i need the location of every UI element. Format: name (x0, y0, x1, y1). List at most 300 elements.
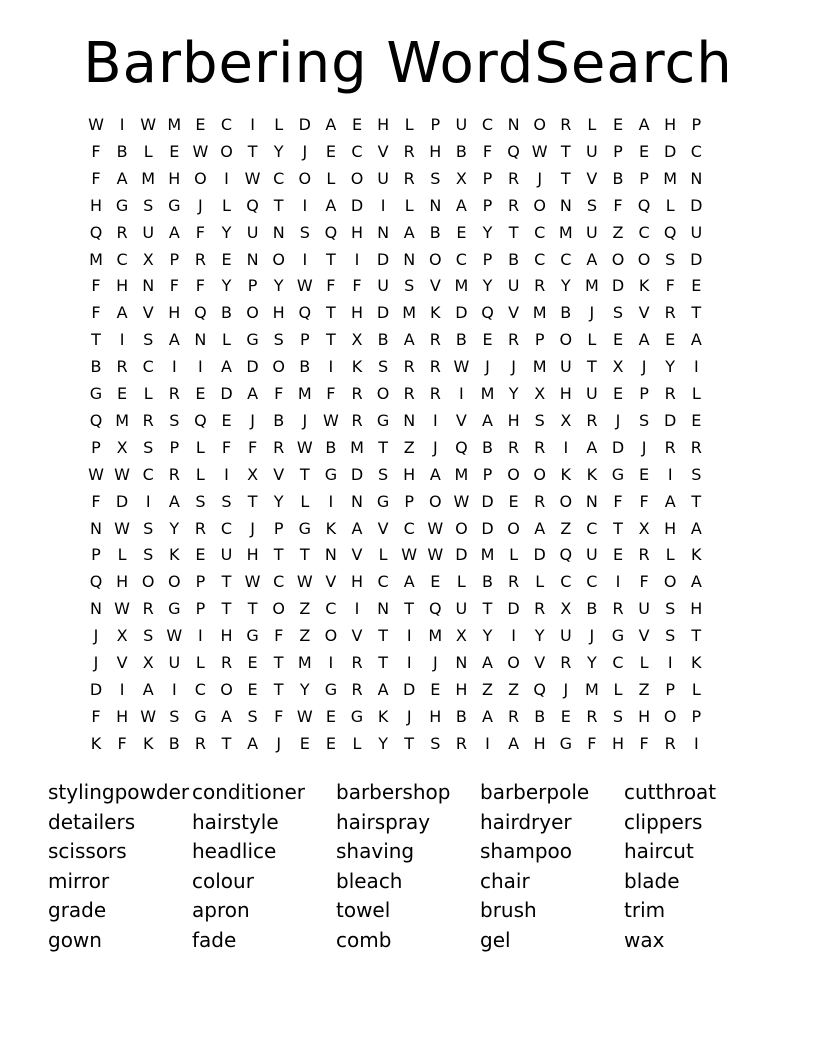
grid-letter: A (586, 249, 598, 269)
grid-letter: O (220, 141, 233, 161)
grid-letter: H (429, 141, 442, 161)
grid-letter: I (328, 357, 334, 377)
grid-letter: S (143, 195, 154, 215)
grid-letter: V (377, 518, 389, 538)
grid-letter: P (482, 464, 493, 484)
grid-letter: L (639, 653, 649, 672)
word-item: detailers (48, 809, 136, 834)
grid-letter: J (198, 195, 203, 215)
grid-letter: P (91, 545, 101, 565)
grid-letter: B (90, 357, 102, 377)
grid-letter: G (298, 518, 311, 538)
grid-letter: A (403, 222, 415, 242)
grid-letter: F (91, 141, 101, 161)
grid-letter: T (221, 572, 232, 592)
grid-letter: R (664, 437, 676, 457)
grid-letter: S (665, 626, 676, 646)
grid-letter: Q (429, 599, 442, 619)
grid-letter: A (168, 330, 180, 350)
grid-letter: R (508, 330, 520, 350)
grid-letter: I (432, 410, 438, 430)
grid-letter: U (586, 384, 598, 403)
grid-letter: O (559, 330, 573, 350)
grid-letter: O (194, 168, 207, 188)
grid-letter: A (377, 679, 389, 699)
grid-letter: V (638, 626, 650, 646)
grid-letter: C (142, 357, 154, 377)
word-row (48, 808, 792, 838)
grid-letter: F (326, 384, 336, 403)
grid-letter: D (298, 115, 311, 134)
grid-letter: B (429, 222, 441, 242)
grid-letter: D (481, 491, 494, 511)
grid-letter: W (88, 115, 104, 134)
grid-letter: D (89, 679, 103, 699)
grid-letter: C (325, 599, 337, 619)
grid-letter: J (563, 679, 569, 699)
grid-letter: T (404, 733, 415, 753)
grid-letter: L (143, 384, 153, 403)
grid-letter: H (533, 733, 546, 753)
grid-letter: I (302, 195, 308, 215)
word-item: shaving (336, 839, 415, 864)
grid-letter: M (663, 168, 678, 188)
grid-letter: K (638, 276, 650, 296)
grid-letter: I (302, 249, 308, 269)
grid-letter: Y (534, 626, 545, 646)
grid-letter: C (481, 115, 494, 134)
grid-letter: Y (560, 276, 571, 296)
grid-letter: Q (559, 545, 573, 565)
word-item: barbershop (336, 780, 451, 804)
grid-letter: T (273, 679, 284, 699)
grid-letter: A (221, 706, 232, 726)
grid-letter: L (665, 195, 675, 215)
grid-letter: I (224, 464, 229, 484)
grid-letter: C (638, 222, 650, 242)
grid-letter: N (272, 222, 285, 242)
grid-letter: P (613, 141, 623, 161)
grid-letter: I (171, 679, 177, 699)
grid-letter: Q (89, 410, 103, 430)
grid-letter: D (376, 303, 390, 323)
grid-letter: R (508, 195, 520, 215)
grid-letter: R (194, 518, 206, 538)
grid-letter: Y (508, 384, 519, 403)
grid-letter: F (91, 276, 101, 296)
grid-letter: A (690, 518, 702, 538)
grid-letter: W (427, 545, 444, 565)
grid-letter: T (326, 303, 336, 323)
grid-letter: Q (194, 410, 207, 430)
grid-letter: K (351, 357, 363, 377)
grid-letter: A (638, 330, 650, 350)
grid-letter: W (453, 491, 470, 511)
grid-letter: P (534, 330, 545, 350)
grid-letter: S (378, 357, 389, 377)
grid-letter: I (667, 464, 673, 484)
grid-letter: O (507, 518, 520, 538)
grid-letter: G (611, 626, 625, 646)
grid-letter: D (403, 679, 416, 699)
grid-letter: E (117, 384, 128, 403)
grid-letter: J (432, 437, 438, 457)
word-item: gel (480, 927, 511, 952)
grid-letter: W (296, 706, 313, 726)
grid-letter: S (534, 410, 545, 430)
grid-letter: X (638, 518, 650, 538)
grid-letter: A (247, 733, 259, 753)
grid-letter: R (586, 706, 598, 726)
grid-letter: J (589, 626, 595, 646)
grid-letter: V (351, 545, 363, 565)
grid-letter: W (166, 626, 183, 646)
grid-letter: K (430, 303, 441, 323)
grid-letter: L (509, 545, 519, 565)
grid-letter: B (377, 330, 389, 350)
grid-letter: R (612, 599, 624, 619)
grid-letter: R (273, 437, 285, 457)
grid-letter: X (455, 626, 467, 646)
grid-letter: L (665, 545, 675, 565)
grid-letter: O (246, 303, 259, 323)
grid-letter: Z (638, 679, 650, 699)
grid-letter: U (638, 599, 650, 619)
grid-letter: U (377, 276, 389, 296)
grid-letter: G (376, 491, 390, 511)
grid-letter: F (274, 706, 284, 726)
grid-letter: E (195, 545, 206, 565)
grid-letter: I (354, 249, 360, 269)
grid-letter: L (456, 572, 466, 592)
grid-letter: E (247, 653, 258, 672)
grid-letter: A (142, 679, 154, 699)
grid-letter: R (690, 437, 702, 457)
grid-letter: D (481, 518, 494, 538)
grid-letter: H (690, 599, 703, 619)
grid-letter: D (376, 249, 390, 269)
grid-letter: W (192, 141, 209, 161)
grid-letter: X (247, 464, 259, 484)
grid-letter: J (93, 626, 99, 646)
grid-letter: E (508, 491, 519, 511)
word-item: colour (192, 868, 254, 893)
grid-letter: X (560, 599, 572, 619)
grid-letter: E (195, 115, 206, 134)
grid-letter: N (194, 330, 207, 350)
grid-letter: W (88, 464, 104, 484)
grid-letter: R (664, 303, 676, 323)
grid-letter: S (195, 491, 206, 511)
grid-letter: A (116, 168, 128, 188)
grid-letter: A (247, 384, 259, 403)
grid-letter: G (376, 410, 390, 430)
grid-letter: L (274, 115, 284, 134)
grid-letter: I (380, 195, 386, 215)
grid-letter: V (429, 276, 441, 296)
grid-letter: D (350, 195, 364, 215)
grid-letter: J (432, 653, 438, 672)
grid-letter: N (90, 518, 102, 538)
grid-letter: C (220, 518, 233, 538)
grid-letter: I (119, 679, 125, 699)
grid-letter: P (639, 384, 649, 403)
grid-letter: J (302, 410, 308, 430)
grid-letter: H (403, 464, 416, 484)
grid-letter: E (639, 141, 650, 161)
grid-letter: R (403, 168, 415, 188)
word-row (48, 867, 792, 897)
grid-letter: Y (482, 222, 493, 242)
grid-letter: O (272, 599, 285, 619)
grid-letter: D (220, 384, 233, 403)
grid-letter: L (404, 195, 414, 215)
grid-letter: I (406, 626, 412, 646)
grid-letter: T (560, 168, 571, 188)
grid-letter: T (273, 545, 284, 565)
grid-letter: B (116, 141, 128, 161)
grid-letter: M (167, 115, 182, 134)
grid-letter: W (531, 141, 548, 161)
grid-letter: S (143, 437, 154, 457)
grid-letter: K (325, 518, 337, 538)
grid-letter: L (613, 679, 623, 699)
grid-letter: Q (455, 437, 468, 457)
grid-letter: P (247, 276, 258, 296)
grid-letter: Q (507, 141, 520, 161)
grid-letter: M (532, 357, 547, 377)
grid-letter: Z (403, 437, 415, 457)
grid-letter: R (560, 115, 572, 134)
grid-letter: C (586, 572, 598, 592)
grid-letter: R (142, 599, 154, 619)
grid-letter: H (116, 706, 129, 726)
grid-letter: R (116, 222, 128, 242)
grid-letter: V (325, 572, 337, 592)
grid-letter: H (116, 572, 129, 592)
grid-letter: M (89, 249, 103, 269)
grid-letter: C (142, 464, 154, 484)
grid-letter: D (611, 437, 625, 457)
grid-letter: N (351, 491, 363, 511)
grid-letter: N (377, 222, 390, 242)
grid-letter: K (560, 464, 572, 484)
grid-letter: C (273, 168, 285, 188)
grid-letter: Z (612, 222, 624, 242)
grid-letter: R (534, 599, 546, 619)
grid-letter: H (429, 706, 442, 726)
grid-letter: M (558, 222, 573, 242)
grid-letter: L (352, 733, 362, 753)
grid-letter: T (378, 626, 388, 646)
grid-letter: E (665, 330, 676, 350)
grid-letter: N (429, 195, 442, 215)
grid-letter: Z (299, 626, 311, 646)
grid-letter: M (480, 545, 495, 565)
grid-letter: T (378, 653, 388, 672)
grid-letter: T (691, 303, 702, 323)
grid-letter: F (352, 276, 362, 296)
grid-letter: H (350, 572, 364, 592)
grid-letter: A (221, 357, 232, 377)
grid-letter: V (455, 410, 467, 430)
grid-letter: E (299, 733, 310, 753)
grid-letter: F (195, 276, 205, 296)
word-item: hairspray (336, 809, 431, 834)
grid-letter: F (117, 733, 127, 753)
grid-letter: N (455, 653, 468, 672)
word-row (48, 896, 792, 926)
grid-letter: L (535, 572, 545, 592)
grid-letter: S (691, 464, 702, 484)
grid-letter: G (611, 464, 625, 484)
grid-letter: I (667, 653, 673, 672)
grid-letter: T (560, 141, 571, 161)
grid-letter: U (377, 168, 389, 188)
grid-letter: V (534, 653, 546, 672)
grid-letter: T (247, 141, 258, 161)
grid-letter: U (455, 599, 468, 619)
grid-letter: P (195, 572, 206, 592)
grid-letter: F (274, 626, 284, 646)
grid-letter: A (403, 572, 415, 592)
grid-letter: E (691, 410, 702, 430)
grid-letter: P (273, 518, 284, 538)
grid-letter: G (246, 626, 259, 646)
grid-letter: Y (273, 276, 284, 296)
grid-letter: Q (481, 303, 494, 323)
grid-letter: R (351, 384, 363, 403)
grid-letter: R (168, 384, 180, 403)
grid-letter: G (89, 384, 103, 403)
grid-letter: E (195, 384, 206, 403)
grid-letter: F (639, 491, 649, 511)
grid-letter: M (584, 679, 599, 699)
grid-letter: T (613, 518, 623, 538)
grid-letter: H (507, 410, 520, 430)
grid-letter: O (611, 249, 625, 269)
grid-letter: T (221, 733, 232, 753)
grid-letter: E (221, 249, 232, 269)
grid-letter: S (143, 545, 154, 565)
grid-letter: E (612, 545, 624, 565)
grid-letter: H (350, 222, 364, 242)
grid-letter: T (482, 599, 493, 619)
grid-letter: Y (273, 491, 284, 511)
grid-letter: O (220, 679, 233, 699)
grid-letter: G (324, 679, 338, 699)
grid-letter: K (586, 464, 598, 484)
grid-letter: I (119, 330, 125, 350)
grid-letter: E (325, 706, 336, 726)
grid-letter: M (454, 276, 469, 296)
grid-letter: C (194, 679, 206, 699)
grid-letter: N (90, 599, 102, 619)
grid-letter: L (587, 330, 597, 350)
grid-letter: J (250, 410, 255, 430)
grid-letter: A (168, 491, 180, 511)
grid-letter: O (141, 572, 155, 592)
grid-letter: V (116, 653, 128, 672)
grid-letter: U (220, 545, 233, 565)
grid-letter: H (611, 733, 625, 753)
grid-letter: R (168, 464, 180, 484)
grid-letter: W (296, 276, 313, 296)
grid-letter: F (169, 276, 179, 296)
word-item: towel (336, 898, 391, 923)
grid-letter: N (246, 249, 259, 269)
grid-letter: Y (665, 357, 676, 377)
grid-letter: N (403, 249, 416, 269)
grid-letter: A (664, 491, 676, 511)
word-item: scissors (48, 839, 127, 864)
grid-letter: G (194, 706, 207, 726)
grid-letter: K (142, 733, 154, 753)
grid-letter: B (325, 437, 337, 457)
grid-letter: J (276, 733, 282, 753)
word-item: wax (624, 927, 665, 952)
grid-letter: B (612, 168, 624, 188)
word-item: trim (624, 898, 666, 923)
grid-letter: B (560, 303, 572, 323)
grid-letter: H (168, 303, 181, 323)
word-item: grade (48, 898, 107, 923)
grid-letter: B (455, 706, 467, 726)
grid-letter: N (403, 410, 416, 430)
grid-letter: E (612, 330, 624, 350)
grid-letter: D (507, 599, 520, 619)
grid-letter: Q (246, 195, 259, 215)
grid-letter: X (142, 249, 154, 269)
grid-letter: H (220, 626, 233, 646)
grid-letter: E (351, 115, 363, 134)
grid-letter: C (560, 572, 572, 592)
grid-letter: G (168, 599, 181, 619)
grid-letter: S (665, 599, 676, 619)
grid-letter: Q (89, 572, 103, 592)
grid-letter: A (351, 518, 363, 538)
grid-letter: C (273, 572, 285, 592)
grid-letter: T (691, 491, 702, 511)
grid-letter: T (587, 357, 597, 377)
grid-letter: D (533, 545, 546, 565)
grid-letter: E (325, 733, 336, 753)
grid-letter: U (455, 115, 468, 134)
grid-letter: P (169, 249, 180, 269)
grid-letter: X (116, 437, 128, 457)
grid-letter: B (482, 572, 493, 592)
grid-letter: O (507, 653, 520, 672)
grid-letter: Y (587, 653, 597, 672)
grid-letter: C (612, 653, 624, 672)
grid-letter: X (560, 410, 572, 430)
grid-letter: O (429, 249, 442, 269)
grid-letter: G (350, 706, 364, 726)
grid-letter: U (690, 222, 703, 242)
word-item: fade (192, 927, 237, 952)
grid-letter: I (615, 572, 621, 592)
grid-letter: H (350, 303, 364, 323)
grid-letter: B (299, 357, 311, 377)
grid-letter: W (140, 706, 157, 726)
grid-letter: E (456, 222, 467, 242)
grid-letter: G (324, 464, 338, 484)
word-item: mirror (48, 868, 110, 893)
grid-letter: R (351, 410, 363, 430)
grid-letter: D (115, 491, 129, 511)
grid-letter: R (508, 437, 520, 457)
grid-letter: J (485, 357, 490, 377)
